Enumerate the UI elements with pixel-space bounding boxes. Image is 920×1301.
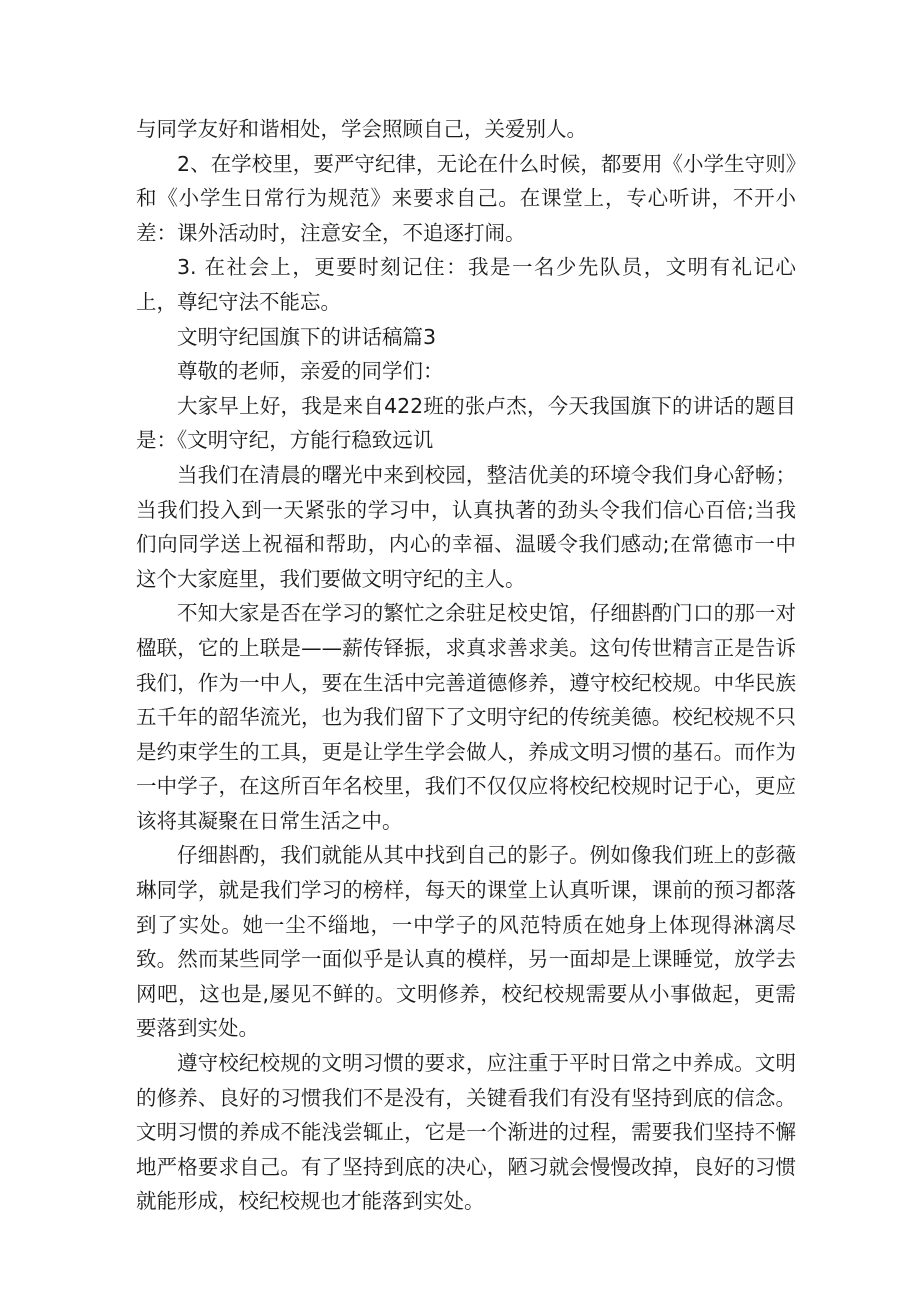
paragraph-9: 仔细斟酌，我们就能从其中找到自己的影子。例如像我们班上的彭薇琳同学，就是我们学习的榜样，每天的课堂上认真听课，课前的预习都落到了实处。她一尘不缁地，一中学子的风范特质在她身上体现得淋漓尽致。然而某些同学一面似乎是认真的模样，另一面却是上课睡觉，放学去网吧，这也是,屡见不鲜的。文明修养，校纪校规需要从小事做起，更需要落到实处。 xyxy=(136,843,796,1041)
salutation: 尊敬的老师，亲爱的同学们： xyxy=(177,359,444,384)
section-heading: 文明守纪国旗下的讲话稿篇3 xyxy=(177,324,437,349)
paragraph-1: 与同学友好和谐相处，学会照顾自己，关爱别人。 xyxy=(136,117,587,141)
paragraph-6: 大家早上好，我是来自422班的张卢杰，今天我国旗下的讲话的题目是：《文明守纪，方能行稳致远讥 xyxy=(136,393,796,453)
paragraph-2: 2、在学校里，要严守纪律，无论在什么时候，都要用《小学生守则》和《小学生日常行为规范》来要求自己。在课堂上，专心听讲，不开小差：课外活动时，注意安全，不追逐打闹。 xyxy=(136,151,796,245)
paragraph-10: 遵守校纪校规的文明习惯的要求，应注重于平时日常之中养成。文明的修养、良好的习惯我们不是没有，关键看我们有没有坚持到底的信念。文明习惯的养成不能浅尝辄止，它是一个渐进的过程，需要我们坚持不懈地严格要求自己。有了坚持到底的决心，陋习就会慢慢改掉，良好的习惯就能形成，校纪校规也才能落到实处。 xyxy=(136,1051,796,1214)
paragraph-7: 当我们在清晨的曙光中来到校园，整洁优美的环境令我们身心舒畅；当我们投入到一天紧张的学习中，认真执著的劲头令我们信心百倍;当我们向同学送上祝福和帮助，内心的幸福、温暖令我们感动;在常德市一中这个大家庭里，我们要做文明守纪的主人。 xyxy=(136,462,796,591)
paragraph-3: 3. 在社会上，更要时刻记住：我是一名少先队员，文明有礼记心上，尊纪守法不能忘。 xyxy=(136,255,796,314)
paragraph-8: 不知大家是否在学习的繁忙之余驻足校史馆，仔细斟酌门口的那一对楹联，它的上联是——薪传铎振，求真求善求美。这句传世精言正是告诉我们，作为一中人，要在生活中完善道德修养，遵守校纪校规。中华民族五千年的韶华流光，也为我们留下了文明守纪的传统美德。校纪校规不只是约束学生的工具，更是让学生学会做人，养成文明习惯的基石。而作为一中学子，在这所百年名校里，我们不仅仅应将校纪校规时记于心，更应该将其凝聚在日常生活之中。 xyxy=(136,601,796,833)
document-body xyxy=(136,112,796,1219)
